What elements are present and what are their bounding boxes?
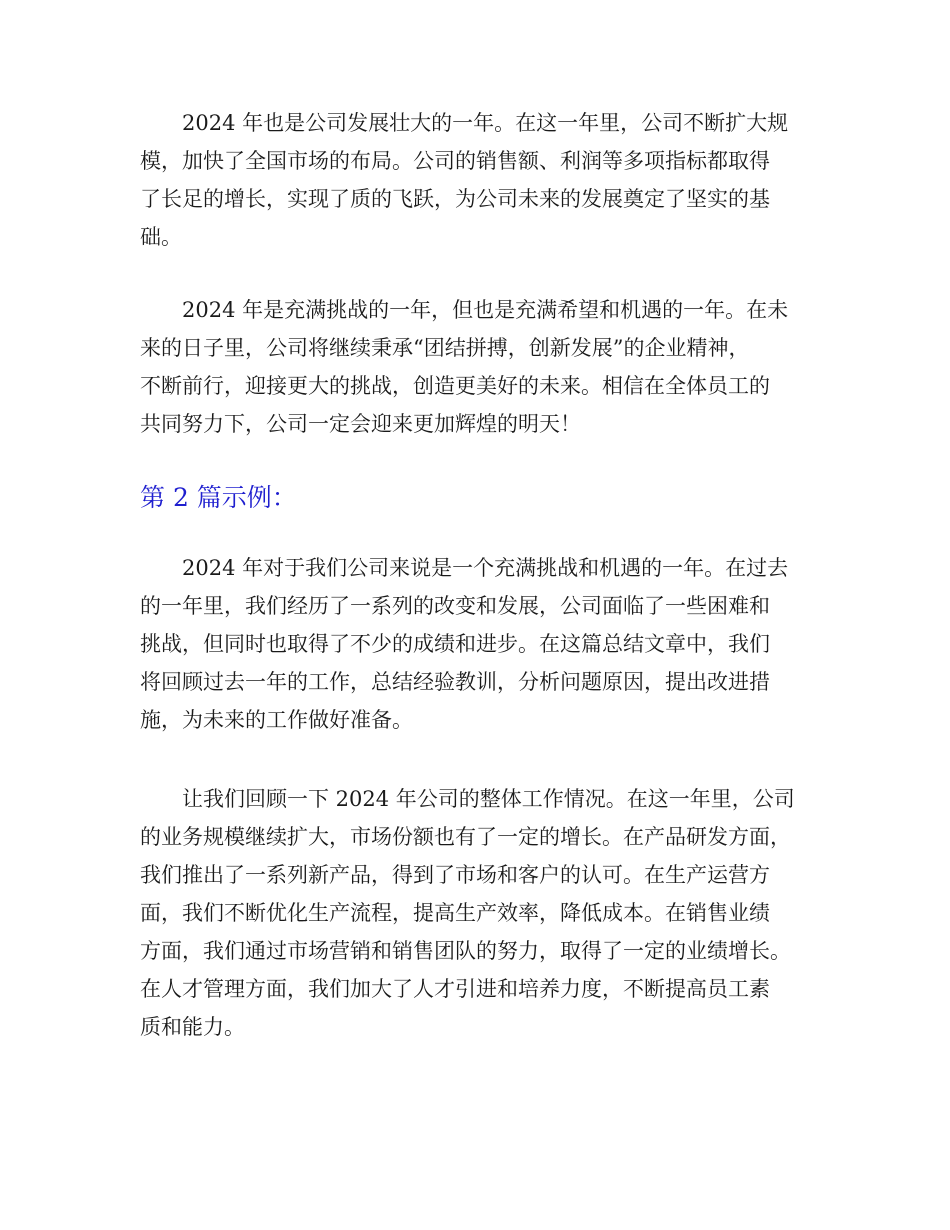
paragraph-line: 在人才管理方面，我们加大了人才引进和培养力度，不断提高员工素 [140,977,770,1001]
paragraph-line: 我们推出了一系列新产品，得到了市场和客户的认可。在生产运营方 [140,863,770,887]
paragraph-company-growth [140,104,840,256]
paragraph-line: 不断前行，迎接更大的挑战，创造更美好的未来。相信在全体员工的 [140,374,770,398]
paragraph-line: 将回顾过去一年的工作，总结经验教训，分析问题原因，提出改进措 [140,670,770,694]
paragraph-overall-work [140,780,840,1046]
section-heading: 第 2 篇示例： [140,483,297,512]
paragraph-line: 2024 年也是公司发展壮大的一年。在这一年里，公司不断扩大规 [182,111,789,135]
paragraph-line: 模，加快了全国市场的布局。公司的销售额、利润等多项指标都取得 [140,149,770,173]
paragraph-line: 让我们回顾一下 2024 年公司的整体工作情况。在这一年里，公司 [182,787,795,811]
paragraph-line: 方面，我们通过市场营销和销售团队的努力，取得了一定的业绩增长。 [140,939,791,963]
paragraph-line: 质和能力。 [140,1015,245,1039]
paragraph-line: 础。 [140,225,182,249]
paragraph-line: 2024 年对于我们公司来说是一个充满挑战和机遇的一年。在过去 [182,556,789,580]
paragraph-line: 来的日子里，公司将继续秉承“团结拼搏，创新发展”的企业精神， [140,336,750,360]
paragraph-line: 挑战，但同时也取得了不少的成绩和进步。在这篇总结文章中，我们 [140,632,770,656]
paragraph-future-outlook [140,291,840,443]
paragraph-line: 共同努力下，公司一定会迎来更加辉煌的明天！ [140,412,581,436]
paragraph-line: 施，为未来的工作做好准备。 [140,708,413,732]
paragraph-line: 了长足的增长，实现了质的飞跃，为公司未来的发展奠定了坚实的基 [140,187,770,211]
paragraph-line: 面，我们不断优化生产流程，提高生产效率，降低成本。在销售业绩 [140,901,770,925]
paragraph-line: 的业务规模继续扩大，市场份额也有了一定的增长。在产品研发方面， [140,825,791,849]
paragraph-line: 2024 年是充满挑战的一年，但也是充满希望和机遇的一年。在未 [182,298,789,322]
paragraph-year-review-intro [140,549,840,739]
paragraph-line: 的一年里，我们经历了一系列的改变和发展，公司面临了一些困难和 [140,594,770,618]
